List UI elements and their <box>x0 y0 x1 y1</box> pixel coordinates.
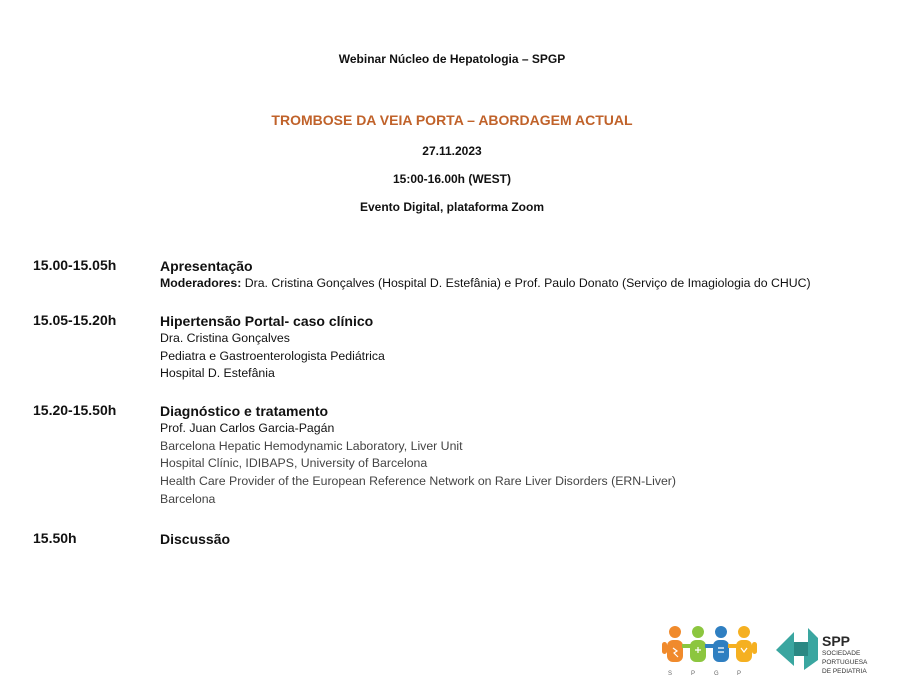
speaker-role: Pediatra e Gastroenterologista Pediátrica <box>160 348 385 363</box>
speaker-affiliation: Health Care Provider of the European Reference Network on Rare Liver Disorders (ERN-Liver) <box>160 474 677 489</box>
program-content <box>160 312 880 383</box>
spp-name-3: DE PEDIATRIA <box>822 668 867 675</box>
speaker-name: Dra. Cristina Gonçalves <box>160 331 290 345</box>
spgp-figures-icon <box>660 624 760 672</box>
program-content <box>160 530 880 548</box>
program-title: Hipertensão Portal- caso clínico <box>160 313 374 329</box>
speaker-affiliation: Hospital Clínic, IDIBAPS, University of Barcelona <box>160 456 428 471</box>
speaker-affiliation: Barcelona Hepatic Hemodynamic Laboratory, Liver Unit <box>160 438 463 453</box>
spp-name-2: PORTUGUESA <box>822 659 868 666</box>
spgp-logo <box>660 624 760 680</box>
program-time: 15.05-15.20h <box>33 312 117 328</box>
event-time: 15:00-16.00h (WEST) <box>392 172 512 186</box>
spgp-letters: S P G P <box>668 671 742 677</box>
program-time: 15.00-15.05h <box>33 257 117 273</box>
program-time: 15.50h <box>33 530 77 546</box>
spp-abbr: SPP <box>822 633 851 649</box>
program-title: Diagnóstico e tratamento <box>160 403 329 419</box>
program-content <box>160 402 880 509</box>
header-webinar: Webinar Núcleo de Hepatologia – SPGP <box>338 52 566 66</box>
event-date: 27.11.2023 <box>422 144 482 158</box>
moderators-names: Dra. Cristina Gonçalves (Hospital D. Estefânia) e Prof. Paulo Donato (Serviço de Imagiologia do CHUC) <box>241 276 811 290</box>
program-title: Apresentação <box>160 258 253 274</box>
spp-text <box>822 634 867 675</box>
speaker-city: Barcelona <box>160 491 216 506</box>
footer-logos <box>660 624 900 684</box>
speaker-name: Prof. Juan Carlos Garcia-Pagán <box>160 421 335 435</box>
event-title: TROMBOSE DA VEIA PORTA – ABORDAGEM ACTUAL <box>271 112 633 128</box>
spp-logo <box>774 624 900 680</box>
spp-name-1: SOCIEDADE <box>822 650 861 657</box>
moderators-line <box>160 275 880 293</box>
program-content <box>160 257 880 293</box>
moderators-label: Moderadores: <box>160 276 242 290</box>
spp-arrow-icon <box>774 626 820 672</box>
program-time: 15.20-15.50h <box>33 402 117 418</box>
speaker-affiliation: Hospital D. Estefânia <box>160 366 275 381</box>
event-venue: Evento Digital, plataforma Zoom <box>359 200 545 214</box>
program-title: Discussão <box>160 531 231 547</box>
